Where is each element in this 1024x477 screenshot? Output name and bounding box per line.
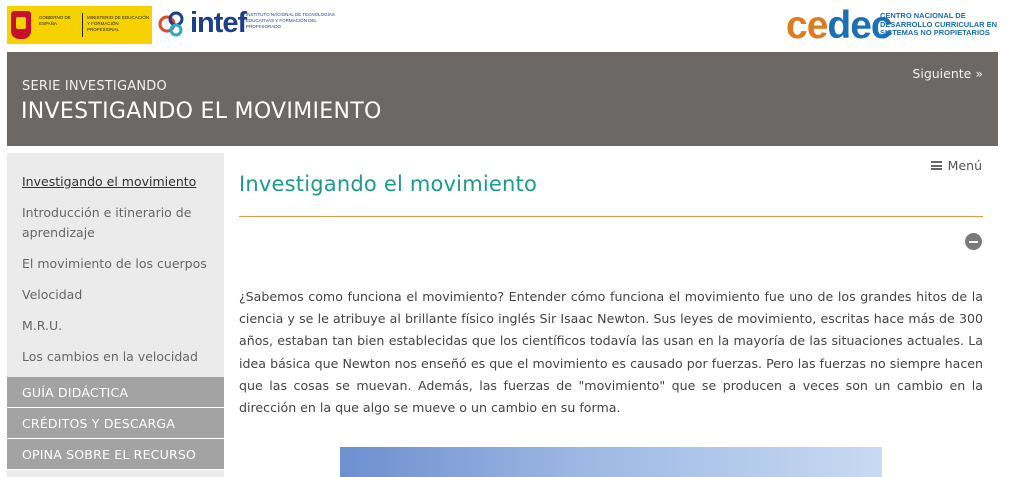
sidebar-section-creditos[interactable]: CRÉDITOS Y DESCARGA (7, 408, 224, 439)
logo-bar (0, 0, 1024, 52)
coat-of-arms-icon (11, 11, 31, 39)
sidebar-item-velocidad[interactable]: Velocidad (22, 287, 83, 302)
heading-divider (239, 216, 983, 217)
intef-mark-icon (157, 9, 187, 39)
intef-logo[interactable] (190, 7, 246, 39)
hamburger-icon (931, 161, 942, 170)
series-label: SERIE INVESTIGANDO (22, 79, 167, 94)
page-header (7, 52, 998, 146)
collapse-minus-icon[interactable] (965, 233, 982, 250)
sidebar-list (7, 172, 224, 367)
cedec-wordmark-a: ce (786, 4, 828, 47)
gobierno-logo[interactable] (7, 6, 152, 44)
intro-paragraph: ¿Sabemos como funciona el movimiento? Entender cómo funciona el movimiento fue uno de los grandes hitos de la ciencia y se le atribuye al brillante físico inglés Sir Isaac Newton. Sus leyes de movimiento, escritas hace más de 300 años, estaban tan bien establecidas que los científicos todavía las usan en la mayoría de las situaciones actuales. La idea básica que Newton nos enseñó es que el movimiento es causado por fuerzas. Pero las fuerzas no siempre hacen que las cosas se muevan. Además, las fuerzas de "movimiento" que se producen a veces son un cambio en la dirección en la que algo se mueve o un cambio en su forma. (239, 289, 983, 416)
cedec-wordmark-b: dec (827, 4, 892, 47)
cedec-logo[interactable] (786, 4, 892, 48)
sidebar-item-cambios-velocidad[interactable]: Los cambios en la velocidad (22, 349, 198, 364)
logo-divider (82, 13, 83, 37)
sidebar-item-introduccion[interactable]: Introducción e itinerario de aprendizaje (22, 205, 192, 240)
ministerio-text: MINISTERIO DE EDUCACIÓN Y FORMACIÓN PROFESIONAL (87, 15, 150, 32)
intef-wordmark: intef (190, 7, 247, 39)
page-title: INVESTIGANDO EL MOVIMIENTO (21, 99, 382, 124)
sidebar-item-mru[interactable]: M.R.U. (22, 318, 63, 333)
cedec-subtitle: CENTRO NACIONAL DE DESARROLLO CURRICULAR EN SISTEMAS NO PROPIETARIOS (880, 11, 998, 37)
content-image (340, 447, 882, 477)
sidebar-section-guia[interactable]: GUÍA DIDÁCTICA (7, 377, 224, 408)
intef-subtitle: INSTITUTO NACIONAL DE TECNOLOGÍAS EDUCATIVAS Y FORMACIÓN DEL PROFESORADO (246, 12, 335, 29)
sidebar-item-movimiento-cuerpos[interactable]: El movimiento de los cuerpos (22, 256, 207, 271)
menu-button[interactable] (931, 158, 982, 173)
next-link[interactable]: Siguiente » (912, 66, 983, 81)
sidebar (7, 153, 224, 477)
sidebar-item-investigando[interactable]: Investigando el movimiento (22, 174, 197, 189)
gobierno-text: GOBIERNO DE ESPAÑA (39, 15, 71, 26)
menu-label: Menú (947, 158, 982, 173)
content-heading: Investigando el movimiento (239, 172, 538, 196)
sidebar-section-opina[interactable]: OPINA SOBRE EL RECURSO (7, 439, 224, 470)
